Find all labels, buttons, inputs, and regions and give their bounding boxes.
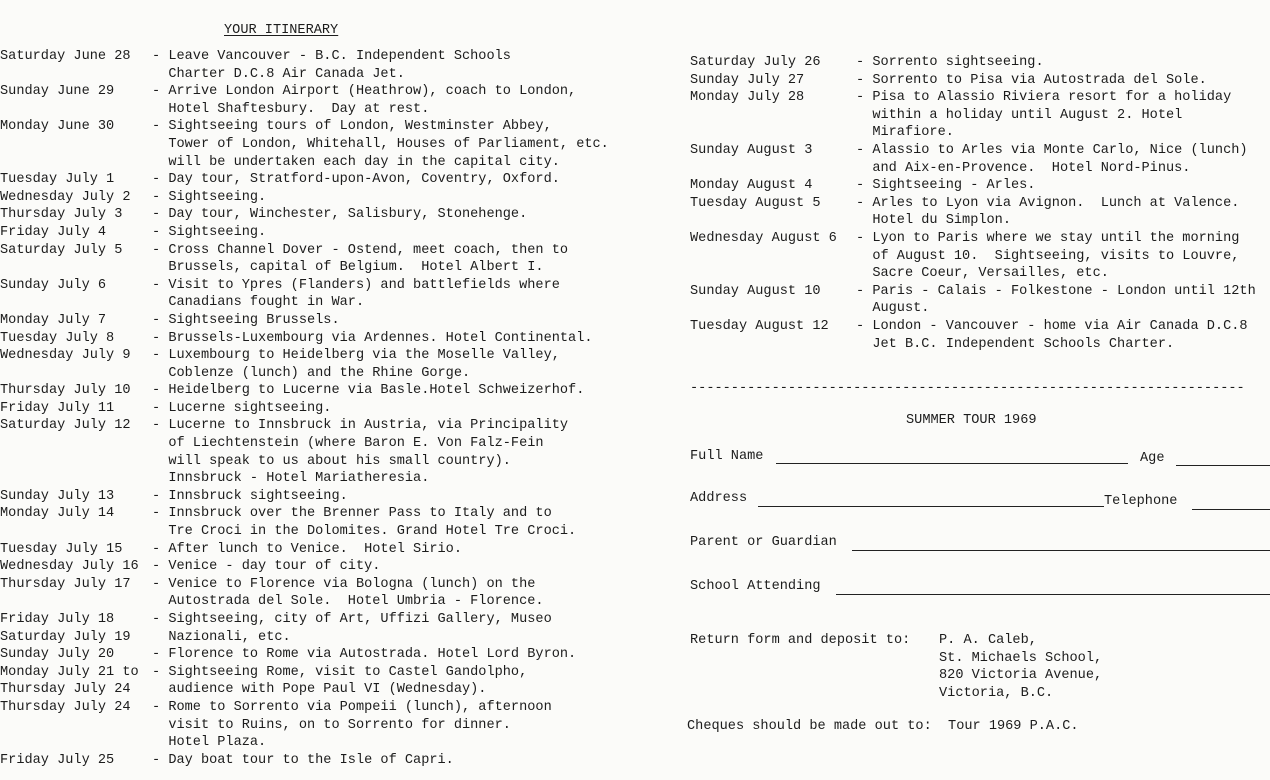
entry-description: - Sorrento to Pisa via Autostrada del Sole.	[856, 72, 1207, 88]
itinerary-entry	[0, 699, 652, 752]
entry-description: - Venice to Florence via Bologna (lunch) on the Autostrada del Sole. Hotel Umbria - Florence.	[152, 576, 544, 610]
entry-date: Wednesday July 9	[0, 348, 131, 364]
address-field[interactable]	[758, 506, 1104, 507]
entry-description: - Arrive London Airport (Heathrow), coach to London, Hotel Shaftesbury. Day at rest.	[152, 84, 577, 117]
entry-date: Saturday June 28	[0, 49, 131, 64]
entry-date: Tuesday August 5	[690, 195, 821, 211]
entry-date: Wednesday July 16	[0, 559, 139, 575]
entry-description: - Brussels-Luxembourg via Ardennes. Hotel Continental.	[152, 330, 593, 346]
cut-line-separator: --------------------------------------------------------------------	[690, 381, 1245, 396]
itinerary-entry	[0, 312, 652, 330]
entry-date: Thursday July 3	[0, 207, 123, 223]
entry-description: - Day tour, Stratford-upon-Avon, Coventry, Oxford.	[152, 172, 560, 188]
cheques-note: Cheques should be made out to: Tour 1969 P.A.C.	[687, 719, 1079, 734]
entry-description: - Sightseeing, city of Art, Uffizi Gallery, Museo	[152, 612, 552, 627]
itinerary-entry	[690, 177, 1270, 195]
age-field[interactable]	[1176, 465, 1270, 466]
entry-date: Friday July 11	[0, 400, 115, 416]
entry-description: - Cross Channel Dover - Ostend, meet coach, then to Brussels, capital of Belgium. Hotel Albert I.	[152, 242, 569, 276]
entry-date: Tuesday August 12	[690, 318, 829, 334]
entry-description: - Sightseeing tours of London, Westminster Abbey, Tower of London, Whitehall, Houses of Parliament, etc. will be undertaken each day in the capital city.	[152, 119, 609, 170]
entry-description: - Sorrento sightseeing.	[856, 55, 1044, 70]
entry-date: Monday July 7	[0, 312, 107, 328]
itinerary-entry	[690, 318, 1270, 353]
entry-date: Friday July 4	[0, 224, 107, 240]
entry-description: - Sightseeing.	[152, 224, 267, 240]
return-label: Return form and deposit to:	[690, 633, 911, 648]
itinerary-entry	[0, 752, 652, 770]
entry-date: Thursday July 10	[0, 383, 131, 399]
entry-description: - Innsbruck sightseeing.	[152, 488, 348, 504]
full-name-field[interactable]	[776, 463, 1128, 464]
itinerary-entry	[690, 89, 1270, 142]
entry-date: Friday July 25	[0, 752, 115, 768]
itinerary-entry	[0, 505, 652, 540]
entry-date: Thursday July 24	[0, 682, 131, 698]
entry-date: Friday July 18	[0, 612, 115, 627]
itinerary-entry	[0, 224, 652, 242]
left-itinerary-column	[0, 48, 652, 769]
entry-description: - Paris - Calais - Folkestone - London until 12th August.	[856, 283, 1256, 317]
itinerary-entry	[690, 142, 1270, 177]
entry-description: - Pisa to Alassio Riviera resort for a holiday within a holiday until August 2. Hotel Mirafiore.	[856, 90, 1232, 141]
itinerary-entry	[0, 611, 652, 629]
entry-date: Sunday August 10	[690, 283, 821, 299]
entry-date: Monday June 30	[0, 119, 115, 135]
entry-description: - Arles to Lyon via Avignon. Lunch at Valence. Hotel du Simplon.	[856, 195, 1240, 229]
entry-description: Nazionali, etc.	[152, 629, 291, 645]
right-itinerary-column	[690, 54, 1270, 353]
entry-description: - Day boat tour to the Isle of Capri.	[152, 752, 454, 768]
return-address: P. A. Caleb, St. Michaels School, 820 Victoria Avenue, Victoria, B.C.	[939, 633, 1103, 701]
entry-description: - Visit to Ypres (Flanders) and battlefields where Canadians fought in War.	[152, 277, 560, 311]
telephone-field[interactable]	[1192, 509, 1270, 510]
entry-description: - London - Vancouver - home via Air Canada D.C.8 Jet B.C. Independent Schools Charter.	[856, 318, 1248, 352]
itinerary-entry	[690, 230, 1270, 283]
itinerary-entry	[0, 541, 652, 559]
itinerary-entry	[0, 646, 652, 664]
itinerary-entry	[0, 488, 652, 506]
itinerary-title: YOUR ITINERARY	[224, 23, 339, 38]
itinerary-entry	[0, 558, 652, 576]
address-label: Address	[690, 491, 748, 506]
entry-date: Saturday July 19	[0, 629, 131, 645]
itinerary-entry	[0, 189, 652, 207]
parent-guardian-field[interactable]	[852, 550, 1270, 551]
entry-date: Saturday July 12	[0, 418, 131, 434]
age-label: Age	[1140, 451, 1165, 466]
itinerary-entry	[0, 277, 652, 312]
school-attending-field[interactable]	[836, 594, 1270, 595]
full-name-label: Full Name	[690, 449, 764, 464]
entry-description: - Heidelberg to Lucerne via Basle.Hotel Schweizerhof.	[152, 383, 585, 399]
entry-description: - Florence to Rome via Autostrada. Hotel Lord Byron.	[152, 647, 577, 663]
itinerary-entry	[690, 72, 1270, 90]
entry-description: - Sightseeing Rome, visit to Castel Gandolpho,	[152, 664, 528, 680]
itinerary-entry	[0, 330, 652, 348]
itinerary-entry	[0, 664, 652, 682]
entry-description: - Rome to Sorrento via Pompeii (lunch), afternoon visit to Ruins, on to Sorrento for dinner. Hotel Plaza.	[152, 699, 552, 751]
entry-description: - Alassio to Arles via Monte Carlo, Nice (lunch) and Aix-en-Provence. Hotel Nord-Pinus.	[856, 142, 1248, 176]
entry-description: - Lucerne to Innsbruck in Austria, via Principality of Liechtenstein (where Baron E. Von Falz-Fein will speak to us about his small country). Innsbruck - Hotel Mariatheresia.	[152, 418, 569, 487]
entry-date: Sunday July 13	[0, 488, 115, 504]
itinerary-entry	[0, 48, 652, 83]
entry-description: - Luxembourg to Heidelberg via the Moselle Valley, Coblenze (lunch) and the Rhine Gorge.	[152, 348, 560, 381]
entry-description: - Day tour, Winchester, Salisbury, Stonehenge.	[152, 207, 528, 223]
entry-date: Monday July 28	[690, 90, 805, 106]
entry-date: Wednesday August 6	[690, 230, 837, 246]
itinerary-entry	[0, 118, 652, 171]
entry-date: Monday July 21 to	[0, 664, 139, 680]
entry-description: - Sightseeing.	[152, 189, 267, 205]
entry-description: - Lucerne sightseeing.	[152, 400, 332, 416]
entry-description: - After lunch to Venice. Hotel Sirio.	[152, 541, 462, 557]
itinerary-entry	[0, 347, 652, 382]
itinerary-entry	[0, 417, 652, 487]
entry-description: - Venice - day tour of city.	[152, 559, 381, 575]
itinerary-entry	[0, 400, 652, 418]
entry-description: - Lyon to Paris where we stay until the morning of August 10. Sightseeing, visits to Louvre, Sacre Coeur, Versailles, etc.	[856, 230, 1240, 282]
entry-date: Sunday June 29	[0, 84, 115, 100]
itinerary-entry	[0, 382, 652, 400]
entry-date: Thursday July 24	[0, 699, 131, 715]
entry-date: Wednesday July 2	[0, 189, 131, 205]
form-title: SUMMER TOUR 1969	[906, 413, 1037, 428]
itinerary-entry	[690, 54, 1270, 72]
itinerary-entry	[0, 206, 652, 224]
parent-guardian-label: Parent or Guardian	[690, 535, 837, 550]
entry-date: Saturday July 26	[690, 55, 821, 70]
entry-date: Monday July 14	[0, 506, 115, 522]
itinerary-entry	[0, 681, 652, 699]
itinerary-entry	[0, 83, 652, 118]
entry-description: audience with Pope Paul VI (Wednesday).	[152, 682, 487, 698]
telephone-label: Telephone	[1104, 494, 1178, 509]
entry-date: Sunday August 3	[690, 142, 813, 158]
entry-date: Monday August 4	[690, 178, 813, 194]
entry-date: Saturday July 5	[0, 242, 123, 258]
entry-date: Tuesday July 15	[0, 541, 123, 557]
entry-date: Sunday July 6	[0, 277, 107, 293]
entry-date: Tuesday July 8	[0, 330, 115, 346]
school-attending-label: School Attending	[690, 579, 821, 594]
entry-description: - Sightseeing - Arles.	[856, 178, 1036, 194]
entry-description: - Leave Vancouver - B.C. Independent Schools Charter D.C.8 Air Canada Jet.	[152, 49, 511, 82]
itinerary-entry	[0, 242, 652, 277]
itinerary-entry	[690, 283, 1270, 318]
entry-date: Sunday July 20	[0, 647, 115, 663]
entry-description: - Innsbruck over the Brenner Pass to Italy and to Tre Croci in the Dolomites. Grand Hotel Tre Croci.	[152, 506, 577, 540]
itinerary-entry	[0, 171, 652, 189]
itinerary-entry	[0, 576, 652, 611]
entry-date: Tuesday July 1	[0, 172, 115, 188]
entry-date: Thursday July 17	[0, 576, 131, 592]
itinerary-entry	[690, 195, 1270, 230]
itinerary-entry	[0, 629, 652, 647]
entry-date: Sunday July 27	[690, 72, 805, 88]
entry-description: - Sightseeing Brussels.	[152, 312, 340, 328]
